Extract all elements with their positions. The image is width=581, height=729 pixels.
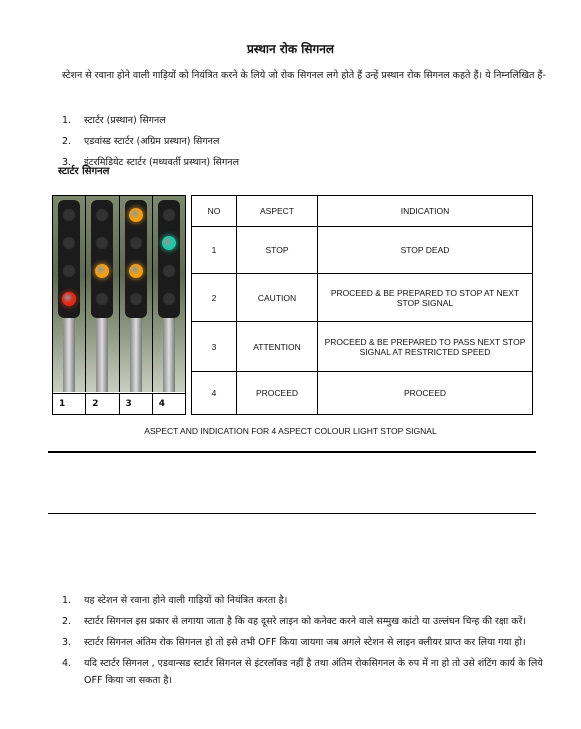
table-row [192, 322, 533, 372]
row-number: 1 [192, 227, 237, 274]
table-row [192, 227, 533, 274]
list-item: 1. स्टार्टर (प्रस्थान) सिगनल [62, 115, 166, 126]
list-item: 2. एडवांस्ड स्टार्टर (अग्रिम प्रस्थान) सिगनल [62, 136, 220, 147]
amber-lamp [95, 264, 109, 278]
table-row [192, 274, 533, 322]
signal-head [158, 200, 180, 318]
row-indication: PROCEED [318, 372, 533, 415]
list-item: 2. स्टार्टर सिगनल इस प्रकार से लगाया जाता है कि वह दूसरे लाइन को कनेक्ट करने वाले सम्मुख कांटो या उल्लंघन चिन्ह की रक्षा करें। [62, 616, 527, 627]
row-aspect: CAUTION [237, 274, 318, 322]
column-header: ASPECT [237, 196, 318, 227]
signal-label: 4 [158, 399, 166, 409]
aspect-table [191, 195, 533, 415]
notes-list [62, 592, 562, 693]
row-number: 2 [192, 274, 237, 322]
row-number: 4 [192, 372, 237, 415]
column-header: NO [192, 196, 237, 227]
red-lamp [62, 292, 76, 306]
list-item: 1. यह स्टेशन से रवाना होने वाली गाड़ियों को नियंत्रित करता है। [62, 595, 288, 606]
row-indication: STOP DEAD [318, 227, 533, 274]
table-header-row [192, 196, 533, 227]
row-aspect: PROCEED [237, 372, 318, 415]
signal-photo [52, 195, 186, 415]
row-number: 3 [192, 322, 237, 372]
list-item: 3. इंटरमिडियेट स्टार्टर (मध्यवर्ती प्रस्थान) सिगनल [62, 157, 240, 168]
signal-head [91, 200, 113, 318]
intro-paragraph: स्टेशन से रवाना होने वाली गाड़ियों को नियंत्रित करने के लिये जो रोक सिगनल लगे होते हैं उन्हें प्रस्थान रोक सिगनल कहते हैं। ये निम्नलिखित हैं- [62, 70, 546, 81]
amber-lamp [129, 208, 143, 222]
list-item: 4. यदि स्टार्टर सिगनल , एडवान्सड स्टार्टर सिगनल से इंटरलॉक्ड नहीं है तथा अंतिम रोकसिगनल के रुप में ना हो तो उसे शंटिंग कार्य के लिये OFF किया जा सकता है। [62, 658, 543, 686]
column-header: INDICATION [318, 196, 533, 227]
section-heading: स्टार्टर सिगनल [58, 166, 110, 177]
list-item: 3. स्टार्टर सिगनल अंतिम रोक सिगनल हो तो इसे तभी OFF किया जायगा जब अगले स्टेशन से लाइन क्लीयर प्राप्त कर लिया गया हो। [62, 637, 526, 648]
row-aspect: STOP [237, 227, 318, 274]
signal-photo-column-1 [53, 196, 86, 392]
signal-photo-column-2 [86, 196, 119, 392]
green-lamp [162, 236, 176, 250]
table-caption: ASPECT AND INDICATION FOR 4 ASPECT COLOUR LIGHT STOP SIGNAL [144, 426, 437, 436]
signal-label: 2 [86, 394, 119, 415]
signal-head [58, 200, 80, 318]
row-indication: PROCEED & BE PREPARED TO STOP AT NEXT STOP SIGNAL [318, 274, 533, 322]
page-title: प्रस्थान रोक सिगनल [246, 42, 335, 56]
signal-photo-column-3 [120, 196, 153, 392]
amber-lamp [129, 264, 143, 278]
signal-head [125, 200, 147, 318]
signal-label: 1 [53, 394, 86, 415]
table-row [192, 372, 533, 415]
signal-label: 3 [120, 394, 153, 415]
signal-photo-column-4 [153, 196, 185, 392]
row-aspect: ATTENTION [237, 322, 318, 372]
row-indication: PROCEED & BE PREPARED TO PASS NEXT STOP SIGNAL AT RESTRICTED SPEED [318, 322, 533, 372]
divider [48, 451, 536, 453]
divider [48, 513, 536, 514]
